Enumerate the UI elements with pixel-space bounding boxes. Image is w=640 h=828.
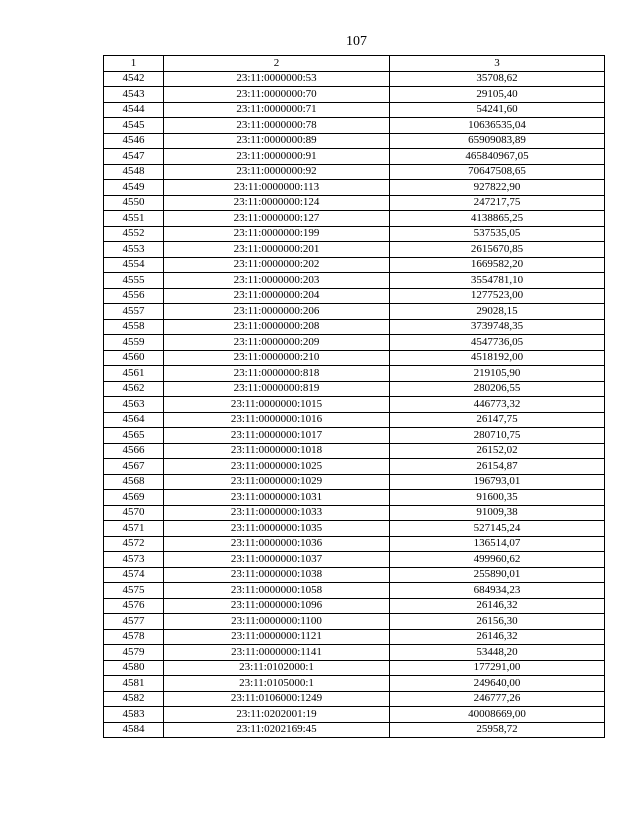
table-row	[104, 614, 605, 630]
cadastral-number-cell: 23:11:0000000:1015	[164, 397, 390, 413]
value-cell: 26152,02	[390, 443, 605, 459]
table-row	[104, 397, 605, 413]
row-number-cell: 4559	[104, 335, 164, 351]
row-number-cell: 4548	[104, 164, 164, 180]
header-row	[104, 56, 605, 72]
value-cell: 29105,40	[390, 87, 605, 103]
cadastral-number-cell: 23:11:0000000:202	[164, 257, 390, 273]
row-number-cell: 4565	[104, 428, 164, 444]
cadastral-number-cell: 23:11:0000000:113	[164, 180, 390, 196]
table-row	[104, 583, 605, 599]
value-cell: 255890,01	[390, 567, 605, 583]
cadastral-number-cell: 23:11:0000000:210	[164, 350, 390, 366]
value-cell: 26147,75	[390, 412, 605, 428]
value-cell: 177291,00	[390, 660, 605, 676]
cadastral-number-cell: 23:11:0202169:45	[164, 722, 390, 738]
table-header	[104, 56, 605, 72]
value-cell: 246777,26	[390, 691, 605, 707]
cadastral-number-cell: 23:11:0000000:206	[164, 304, 390, 320]
table-row	[104, 459, 605, 475]
value-cell: 196793,01	[390, 474, 605, 490]
row-number-cell: 4564	[104, 412, 164, 428]
value-cell: 26146,32	[390, 598, 605, 614]
row-number-cell: 4543	[104, 87, 164, 103]
table-row	[104, 195, 605, 211]
cadastral-number-cell: 23:11:0000000:1029	[164, 474, 390, 490]
row-number-cell: 4546	[104, 133, 164, 149]
table-row	[104, 304, 605, 320]
table-row	[104, 87, 605, 103]
table-row	[104, 691, 605, 707]
value-cell: 35708,62	[390, 71, 605, 87]
table-row	[104, 273, 605, 289]
registry-table	[103, 55, 605, 738]
row-number-cell: 4583	[104, 707, 164, 723]
cadastral-number-cell: 23:11:0000000:89	[164, 133, 390, 149]
value-cell: 29028,15	[390, 304, 605, 320]
cadastral-number-cell: 23:11:0000000:1018	[164, 443, 390, 459]
cadastral-number-cell: 23:11:0000000:1017	[164, 428, 390, 444]
cadastral-number-cell: 23:11:0000000:1033	[164, 505, 390, 521]
cadastral-number-cell: 23:11:0000000:203	[164, 273, 390, 289]
cadastral-number-cell: 23:11:0000000:1038	[164, 567, 390, 583]
value-cell: 3554781,10	[390, 273, 605, 289]
table-row	[104, 319, 605, 335]
cadastral-number-cell: 23:11:0000000:204	[164, 288, 390, 304]
row-number-cell: 4557	[104, 304, 164, 320]
row-number-cell: 4577	[104, 614, 164, 630]
cadastral-number-cell: 23:11:0202001:19	[164, 707, 390, 723]
cadastral-number-cell: 23:11:0000000:78	[164, 118, 390, 134]
row-number-cell: 4574	[104, 567, 164, 583]
value-cell: 527145,24	[390, 521, 605, 537]
row-number-cell: 4580	[104, 660, 164, 676]
row-number-cell: 4561	[104, 366, 164, 382]
table-row	[104, 211, 605, 227]
value-cell: 70647508,65	[390, 164, 605, 180]
table-row	[104, 567, 605, 583]
row-number-cell: 4553	[104, 242, 164, 258]
table-row	[104, 226, 605, 242]
value-cell: 684934,23	[390, 583, 605, 599]
cadastral-number-cell: 23:11:0000000:818	[164, 366, 390, 382]
row-number-cell: 4544	[104, 102, 164, 118]
cadastral-number-cell: 23:11:0000000:1016	[164, 412, 390, 428]
value-cell: 4547736,05	[390, 335, 605, 351]
value-cell: 2615670,85	[390, 242, 605, 258]
cadastral-number-cell: 23:11:0000000:199	[164, 226, 390, 242]
row-number-cell: 4567	[104, 459, 164, 475]
value-cell: 136514,07	[390, 536, 605, 552]
table-row	[104, 102, 605, 118]
table-row	[104, 242, 605, 258]
value-cell: 54241,60	[390, 102, 605, 118]
value-cell: 927822,90	[390, 180, 605, 196]
row-number-cell: 4562	[104, 381, 164, 397]
value-cell: 40008669,00	[390, 707, 605, 723]
cadastral-number-cell: 23:11:0000000:92	[164, 164, 390, 180]
row-number-cell: 4572	[104, 536, 164, 552]
table-row	[104, 443, 605, 459]
value-cell: 499960,62	[390, 552, 605, 568]
table-row	[104, 707, 605, 723]
table-row	[104, 722, 605, 738]
row-number-cell: 4563	[104, 397, 164, 413]
row-number-cell: 4542	[104, 71, 164, 87]
value-cell: 537535,05	[390, 226, 605, 242]
row-number-cell: 4571	[104, 521, 164, 537]
table-row	[104, 505, 605, 521]
cadastral-number-cell: 23:11:0106000:1249	[164, 691, 390, 707]
cadastral-number-cell: 23:11:0000000:1037	[164, 552, 390, 568]
cadastral-number-cell: 23:11:0000000:208	[164, 319, 390, 335]
row-number-cell: 4550	[104, 195, 164, 211]
row-number-cell: 4582	[104, 691, 164, 707]
value-cell: 91009,38	[390, 505, 605, 521]
cadastral-number-cell: 23:11:0000000:53	[164, 71, 390, 87]
table-row	[104, 288, 605, 304]
table-row	[104, 335, 605, 351]
table-row	[104, 180, 605, 196]
row-number-cell: 4549	[104, 180, 164, 196]
cadastral-number-cell: 23:11:0000000:1121	[164, 629, 390, 645]
cadastral-number-cell: 23:11:0000000:1036	[164, 536, 390, 552]
table-row	[104, 428, 605, 444]
table-row	[104, 474, 605, 490]
table-row	[104, 536, 605, 552]
column-header-1: 1	[104, 56, 164, 72]
row-number-cell: 4579	[104, 645, 164, 661]
value-cell: 65909083,89	[390, 133, 605, 149]
row-number-cell: 4555	[104, 273, 164, 289]
value-cell: 26156,30	[390, 614, 605, 630]
row-number-cell: 4551	[104, 211, 164, 227]
cadastral-number-cell: 23:11:0000000:201	[164, 242, 390, 258]
value-cell: 1669582,20	[390, 257, 605, 273]
row-number-cell: 4547	[104, 149, 164, 165]
table-row	[104, 149, 605, 165]
row-number-cell: 4584	[104, 722, 164, 738]
row-number-cell: 4578	[104, 629, 164, 645]
row-number-cell: 4566	[104, 443, 164, 459]
table-row	[104, 366, 605, 382]
row-number-cell: 4576	[104, 598, 164, 614]
cadastral-number-cell: 23:11:0000000:1096	[164, 598, 390, 614]
page-number: 107	[346, 34, 367, 49]
column-header-3: 3	[390, 56, 605, 72]
value-cell: 25958,72	[390, 722, 605, 738]
cadastral-number-cell: 23:11:0000000:1141	[164, 645, 390, 661]
value-cell: 249640,00	[390, 676, 605, 692]
cadastral-number-cell: 23:11:0000000:124	[164, 195, 390, 211]
cadastral-number-cell: 23:11:0000000:819	[164, 381, 390, 397]
table-row	[104, 521, 605, 537]
value-cell: 26146,32	[390, 629, 605, 645]
table-body	[104, 71, 605, 738]
cadastral-number-cell: 23:11:0000000:127	[164, 211, 390, 227]
row-number-cell: 4573	[104, 552, 164, 568]
cadastral-number-cell: 23:11:0000000:1025	[164, 459, 390, 475]
table-row	[104, 660, 605, 676]
cadastral-number-cell: 23:11:0000000:71	[164, 102, 390, 118]
value-cell: 280206,55	[390, 381, 605, 397]
cadastral-number-cell: 23:11:0000000:1058	[164, 583, 390, 599]
row-number-cell: 4560	[104, 350, 164, 366]
cadastral-number-cell: 23:11:0000000:1035	[164, 521, 390, 537]
column-header-2: 2	[164, 56, 390, 72]
row-number-cell: 4545	[104, 118, 164, 134]
table-row	[104, 598, 605, 614]
table-row	[104, 552, 605, 568]
table-row	[104, 381, 605, 397]
table-row	[104, 629, 605, 645]
table-row	[104, 71, 605, 87]
table-row	[104, 645, 605, 661]
cadastral-number-cell: 23:11:0102000:1	[164, 660, 390, 676]
row-number-cell: 4569	[104, 490, 164, 506]
table-row	[104, 676, 605, 692]
table-row	[104, 412, 605, 428]
row-number-cell: 4575	[104, 583, 164, 599]
row-number-cell: 4556	[104, 288, 164, 304]
table-row	[104, 257, 605, 273]
row-number-cell: 4552	[104, 226, 164, 242]
table-row	[104, 490, 605, 506]
value-cell: 280710,75	[390, 428, 605, 444]
value-cell: 1277523,00	[390, 288, 605, 304]
value-cell: 4138865,25	[390, 211, 605, 227]
row-number-cell: 4558	[104, 319, 164, 335]
row-number-cell: 4570	[104, 505, 164, 521]
value-cell: 219105,90	[390, 366, 605, 382]
cadastral-number-cell: 23:11:0000000:91	[164, 149, 390, 165]
value-cell: 446773,32	[390, 397, 605, 413]
value-cell: 26154,87	[390, 459, 605, 475]
table-row	[104, 118, 605, 134]
value-cell: 247217,75	[390, 195, 605, 211]
value-cell: 10636535,04	[390, 118, 605, 134]
cadastral-number-cell: 23:11:0000000:1031	[164, 490, 390, 506]
value-cell: 3739748,35	[390, 319, 605, 335]
cadastral-number-cell: 23:11:0000000:209	[164, 335, 390, 351]
cadastral-number-cell: 23:11:0000000:70	[164, 87, 390, 103]
row-number-cell: 4568	[104, 474, 164, 490]
value-cell: 53448,20	[390, 645, 605, 661]
cadastral-number-cell: 23:11:0000000:1100	[164, 614, 390, 630]
value-cell: 465840967,05	[390, 149, 605, 165]
table-row	[104, 350, 605, 366]
value-cell: 91600,35	[390, 490, 605, 506]
row-number-cell: 4554	[104, 257, 164, 273]
value-cell: 4518192,00	[390, 350, 605, 366]
table-row	[104, 133, 605, 149]
table-row	[104, 164, 605, 180]
cadastral-number-cell: 23:11:0105000:1	[164, 676, 390, 692]
row-number-cell: 4581	[104, 676, 164, 692]
